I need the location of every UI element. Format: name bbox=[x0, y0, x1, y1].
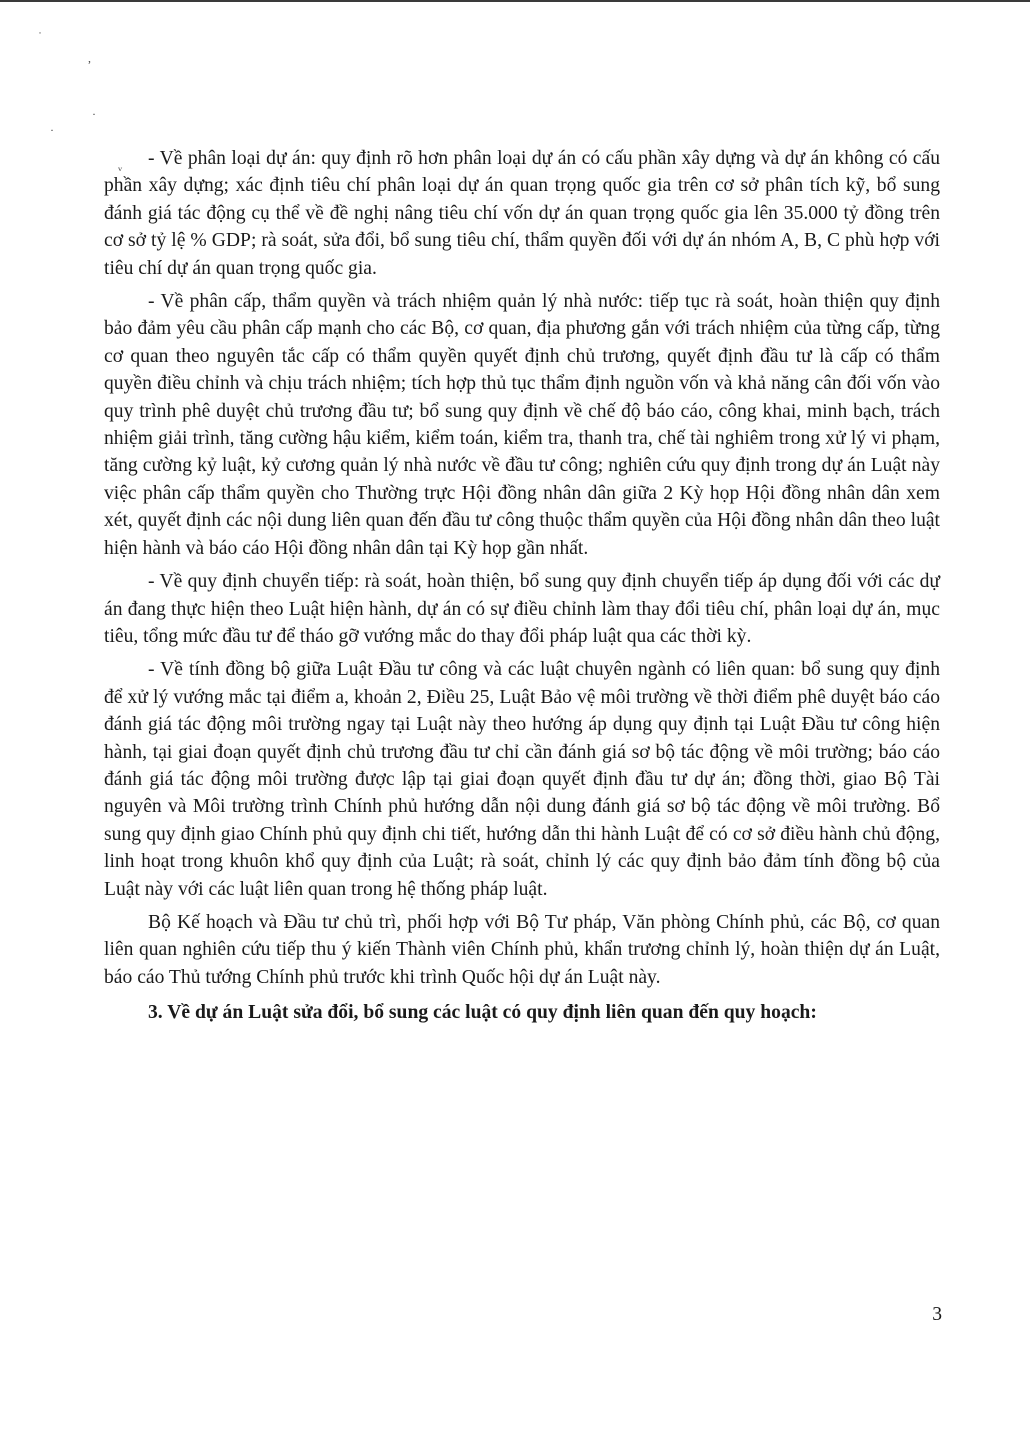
paragraph-ministry-assignment: Bộ Kế hoạch và Đầu tư chủ trì, phối hợp với Bộ Tư pháp, Văn phòng Chính phủ, các Bộ, cơ quan liên quan nghiên cứu tiếp thu ý kiến Thành viên Chính phủ, khẩn trương chỉnh lý, hoàn thiện dự án Luật, báo cáo Thủ tướng Chính phủ trước khi trình Quốc hội dự án Luật này. bbox=[104, 911, 940, 988]
document-body bbox=[104, 145, 940, 1027]
scan-speck: ᵥ bbox=[118, 159, 123, 174]
scan-speck: ˙ bbox=[38, 29, 42, 43]
scan-speck: , bbox=[88, 51, 91, 65]
paragraph-transition-provisions: - Về quy định chuyển tiếp: rà soát, hoàn thiện, bổ sung quy định chuyển tiếp áp dụng đối với các dự án đang thực hiện theo Luật hiện hành, dự án có sự điều chỉnh làm thay đổi tiêu chí, phân loại dự án, mục tiêu, tổng mức đầu tư để tháo gỡ vướng mắc do thay đổi pháp luật qua các thời kỳ. bbox=[104, 571, 940, 647]
scan-speck: · bbox=[92, 107, 96, 121]
paragraph-law-consistency: - Về tính đồng bộ giữa Luật Đầu tư công và các luật chuyên ngành có liên quan: bổ sung quy định để xử lý vướng mắc tại điểm a, khoản 2, Điều 25, Luật Bảo vệ môi trường về thời điểm phê duyệt báo cáo đánh giá tác động môi trường ngay tại Luật này theo hướng áp dụng quy định tại Luật Đầu tư công hiện hành, tại giai đoạn quyết định chủ trương đầu tư chỉ cần đánh giá sơ bộ tác động về môi trường; báo cáo đánh giá tác động môi trường được lập tại giai đoạn quyết định đầu tư dự án; đồng thời, giao Bộ Tài nguyên và Môi trường trình Chính phủ hướng dẫn nội dung đánh giá sơ bộ tác động về môi trường. Bổ sung quy định giao Chính phủ quy định chi tiết, hướng dẫn thi hành Luật để có cơ sở điều hành chủ động, linh hoạt trong khuôn khổ quy định của Luật; rà soát, chỉnh lý các quy định bảo đảm tính đồng bộ của Luật này với các luật liên quan trong hệ thống pháp luật. bbox=[104, 659, 940, 900]
paragraph-project-classification: - Về phân loại dự án: quy định rõ hơn phân loại dự án có cấu phần xây dựng và dự án không có cấu phần xây dựng; xác định tiêu chí phân loại dự án quan trọng quốc gia trên cơ sở phân tích kỹ, bổ sung đánh giá tác động cụ thể về đề nghị nâng tiêu chí vốn dự án quan trọng quốc gia lên 35.000 tỷ đồng trên cơ sở tỷ lệ % GDP; rà soát, sửa đổi, bổ sung tiêu chí, thẩm quyền đối với dự án nhóm A, B, C phù hợp với tiêu chí dự án quan trọng quốc gia. bbox=[104, 148, 940, 279]
page-top-border bbox=[0, 0, 1030, 2]
paragraph-decentralization: - Về phân cấp, thẩm quyền và trách nhiệm quản lý nhà nước: tiếp tục rà soát, hoàn thiện quy định bảo đảm yêu cầu phân cấp mạnh cho các Bộ, cơ quan, địa phương gắn với trách nhiệm của từng cấp, từng cơ quan theo nguyên tắc cấp có thẩm quyền quyết định chủ trương, quyết định đầu tư là cấp có thẩm quyền điều chỉnh và chịu trách nhiệm; tích hợp thủ tục thẩm định nguồn vốn và khả năng cân đối vốn vào quy trình phê duyệt chủ trương đầu tư; bổ sung quy định về chế độ báo cáo, công khai, minh bạch, trách nhiệm giải trình, tăng cường hậu kiểm, kiểm toán, kiểm tra, thanh tra, chế tài nghiêm trong xử lý vi phạm, tăng cường kỷ luật, kỷ cương quản lý nhà nước về đầu tư công; nghiên cứu quy định trong dự án Luật này việc phân cấp thẩm quyền cho Thường trực Hội đồng nhân dân giữa 2 Kỳ họp Hội đồng nhân dân xem xét, quyết định các nội dung liên quan đến đầu tư công thuộc thẩm quyền của Hội đồng nhân dân theo luật hiện hành và báo cáo Hội đồng nhân dân tại Kỳ họp gần nhất. bbox=[104, 291, 940, 559]
scan-speck: · bbox=[50, 123, 54, 137]
page-number: 3 bbox=[932, 1304, 942, 1325]
section-heading: 3. Về dự án Luật sửa đổi, bổ sung các luật có quy định liên quan đến quy hoạch: bbox=[148, 1002, 817, 1024]
